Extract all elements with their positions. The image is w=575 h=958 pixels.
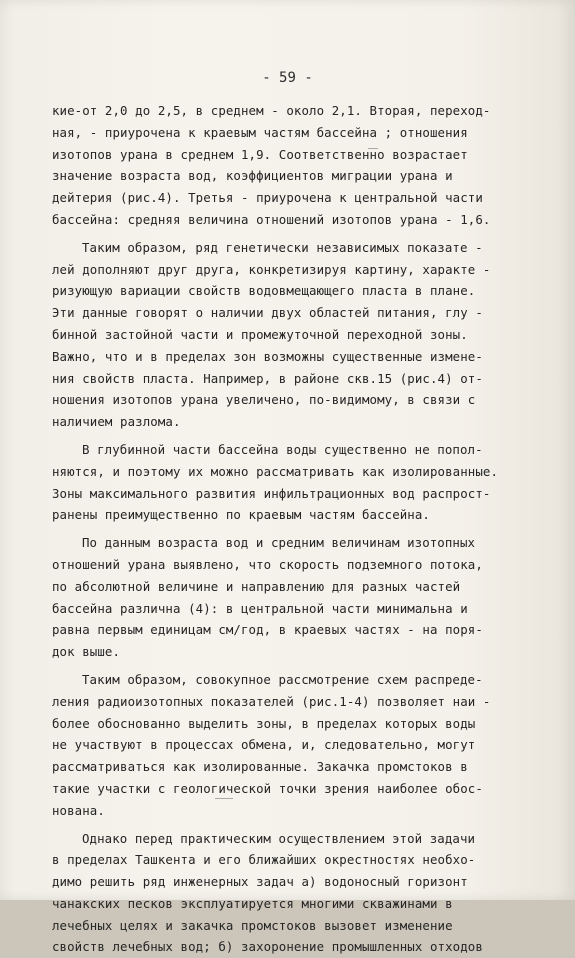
text-line: бинной застойной части и промежуточной переходной зоны. — [52, 324, 514, 346]
text-line: лей дополняют друг друга, конкретизируя картину, характе - — [52, 259, 514, 281]
text-line: бассейна: средняя величина отношений изотопов урана - 1,6. — [52, 209, 514, 231]
text-line: няются, и поэтому их можно рассматривать как изолированные. — [52, 461, 514, 483]
text-line: ношения изотопов урана увеличено, по-видимому, в связи с — [52, 389, 514, 411]
text-line: наличием разлома. — [52, 411, 514, 433]
paragraph — [52, 439, 514, 526]
text-line: отношений урана выявлено, что скорость подземного потока, — [52, 554, 514, 576]
text-line: Таким образом, ряд генетически независимых показате - — [52, 237, 514, 259]
text-line: свойств лечебных вод; б) захоронение промышленных отходов — [52, 936, 514, 958]
text-line: ранены преимущественно по краевым частям бассейна. — [52, 504, 514, 526]
text-line: чанакских песков эксплуатируется многими скважинами в — [52, 893, 514, 915]
paragraph — [52, 669, 514, 822]
text-line: димо решить ряд инженерных задач а) водоносный горизонт — [52, 871, 514, 893]
text-line: В глубинной части бассейна воды существенно не попол- — [52, 439, 514, 461]
text-line: бассейна различна (4): в центральной части минимальна и — [52, 598, 514, 620]
text-line: дейтерия (рис.4). Третья - приурочена к центральной части — [52, 187, 514, 209]
text-line: ния свойств пласта. Например, в районе скв.15 (рис.4) от- — [52, 368, 514, 390]
text-line: док выше. — [52, 641, 514, 663]
text-line: Зоны максимального развития инфильтрационных вод распрост- — [52, 483, 514, 505]
paragraph — [52, 237, 514, 433]
paragraph — [52, 100, 514, 231]
text-line: Эти данные говорят о наличии двух областей питания, глу - — [52, 302, 514, 324]
body-text — [52, 100, 514, 958]
text-line: в пределах Ташкента и его ближайших окрестностях необхо- — [52, 849, 514, 871]
page-number: - 59 - — [0, 70, 575, 86]
text-line: Однако перед практическим осуществлением этой задачи — [52, 828, 514, 850]
underline-mark — [215, 798, 233, 799]
text-line: По данным возраста вод и средним величинам изотопных — [52, 532, 514, 554]
paragraph — [52, 532, 514, 663]
underline-mark — [368, 148, 378, 149]
text-line: ная, - приурочена к краевым частям бассейна ; отношения — [52, 122, 514, 144]
text-line: равна первым единицам см/год, в краевых частях - на поря- — [52, 619, 514, 641]
text-line: по абсолютной величине и направлению для разных частей — [52, 576, 514, 598]
text-line: значение возраста вод, коэффициентов миграции урана и — [52, 165, 514, 187]
text-line: не участвуют в процессах обмена, и, следовательно, могут — [52, 734, 514, 756]
text-line: Таким образом, совокупное рассмотрение схем распреде- — [52, 669, 514, 691]
text-line: нована. — [52, 800, 514, 822]
paragraph — [52, 828, 514, 958]
text-line: более обоснованно выделить зоны, в пределах которых воды — [52, 713, 514, 735]
text-line: лечебных целях и закачка промстоков вызовет изменение — [52, 915, 514, 937]
text-line: рассматриваться как изолированные. Закачка промстоков в — [52, 756, 514, 778]
text-line: ления радиоизотопных показателей (рис.1-4) позволяет наи - — [52, 691, 514, 713]
text-line: кие-от 2,0 до 2,5, в среднем - около 2,1. Вторая, переход- — [52, 100, 514, 122]
text-line: изотопов урана в среднем 1,9. Соответственно возрастает — [52, 144, 514, 166]
text-line: Важно, что и в пределах зон возможны существенные измене- — [52, 346, 514, 368]
text-line: такие участки с геологической точки зрения наиболее обос- — [52, 778, 514, 800]
text-line: ризующую вариации свойств водовмещающего пласта в плане. — [52, 280, 514, 302]
